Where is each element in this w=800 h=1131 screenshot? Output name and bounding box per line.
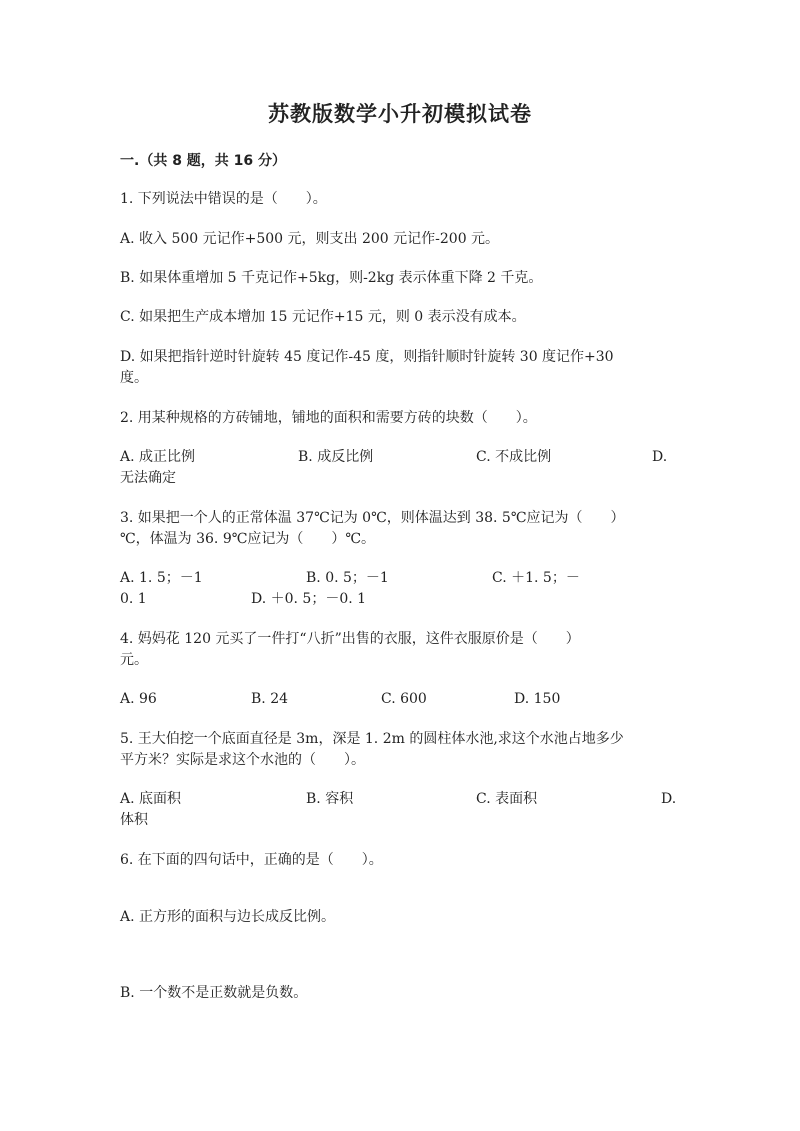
question-5-option-b: B. 容积 [306,791,354,807]
question-4-option-a: A. 96 [120,691,157,707]
question-2-option-d-label: D. [652,449,668,465]
question-5-stem-line2: 平方米？实际是求这个水池的（ ）。 [120,752,365,768]
question-4-option-b: B. 24 [251,691,289,707]
question-5-option-a: A. 底面积 [120,791,182,807]
question-3-option-c-line1: C. ＋1. 5；－ [492,570,580,586]
question-3-option-d: D. ＋0. 5；－0. 1 [251,591,367,607]
question-3-option-b: B. 0. 5；－1 [306,570,389,586]
question-1-option-c: C. 如果把生产成本增加 15 元记作+15 元，则 0 表示没有成本。 [120,309,526,325]
question-4-stem-line2: 元。 [120,652,148,668]
question-5-option-c: C. 表面积 [476,791,538,807]
question-1-option-d-line2: 度。 [120,370,148,386]
question-6-option-a: A. 正方形的面积与边长成反比例。 [120,909,336,925]
question-4-option-c: C. 600 [381,691,427,707]
question-5-stem-line1: 5. 王大伯挖一个底面直径是 3m，深是 1. 2m 的圆柱体水池,求这个水池占地多少 [120,731,624,747]
question-1-option-b: B. 如果体重增加 5 千克记作+5kg，则-2kg 表示体重下降 2 千克。 [120,270,543,286]
question-2-option-b: B. 成反比例 [298,449,374,465]
question-4-stem-line1: 4. 妈妈花 120 元买了一件打“八折”出售的衣服，这件衣服原价是（ ） [120,631,580,647]
question-2-stem: 2. 用某种规格的方砖铺地，铺地的面积和需要方砖的块数（ ）。 [120,410,537,426]
question-5-option-d-text: 体积 [120,812,148,828]
question-5-option-d-label: D. [661,791,677,807]
question-1-stem: 1. 下列说法中错误的是（ ）。 [120,191,327,207]
question-3-option-a: A. 1. 5；－1 [120,570,203,586]
question-3-option-c-line2: 0. 1 [120,591,147,607]
question-3-stem-line2: ℃，体温为 36. 9℃应记为（ ）℃。 [120,531,376,547]
question-2-option-d-text: 无法确定 [120,470,176,486]
question-3-stem-line1: 3. 如果把一个人的正常体温 37℃记为 0℃，则体温达到 38. 5℃应记为（ ） [120,510,625,526]
question-6-stem: 6. 在下面的四句话中，正确的是（ ）。 [120,852,383,868]
question-1-option-a: A. 收入 500 元记作+500 元，则支出 200 元记作-200 元。 [120,231,500,247]
question-2-option-a: A. 成正比例 [120,449,196,465]
page-title: 苏教版数学小升初模拟试卷 [268,101,532,126]
question-1-option-d-line1: D. 如果把指针逆时针旋转 45 度记作-45 度，则指针顺时针旋转 30 度记作+30 [120,349,614,365]
question-2-option-c: C. 不成比例 [476,449,552,465]
question-6-option-b: B. 一个数不是正数就是负数。 [120,985,308,1001]
question-4-option-d: D. 150 [514,691,561,707]
section-heading: 一.（共 8 题，共 16 分） [120,153,287,169]
